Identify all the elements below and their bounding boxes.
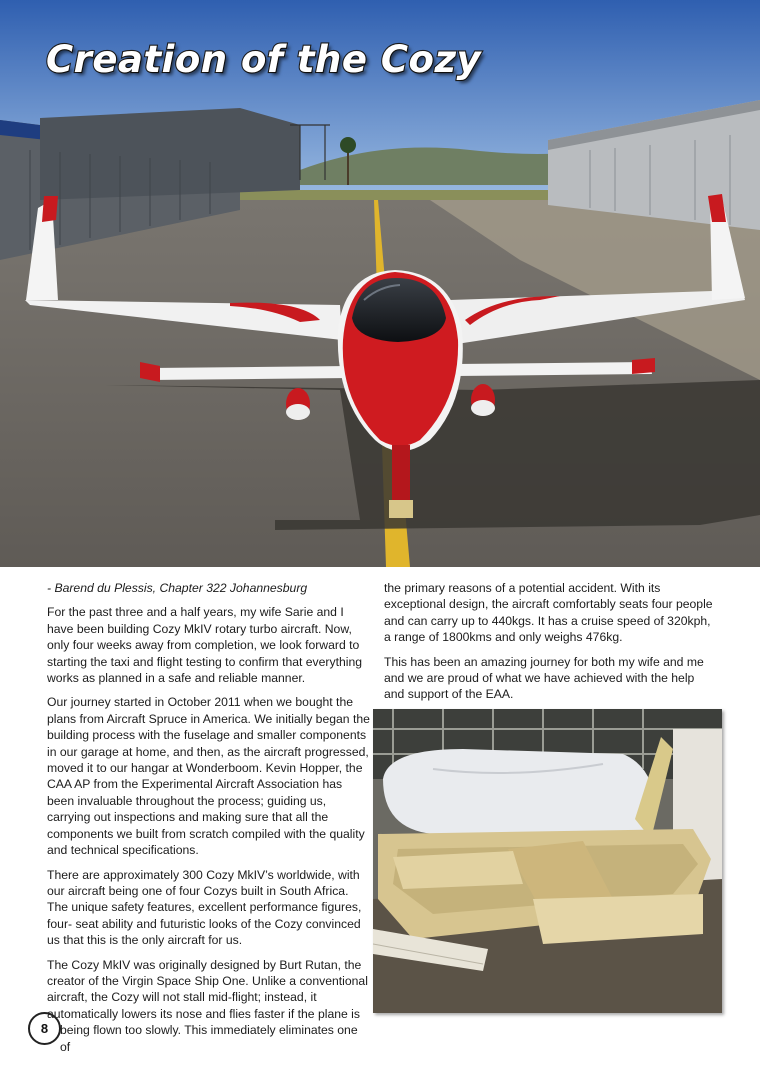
inset-photo bbox=[373, 709, 722, 1013]
paragraph: This has been an amazing journey for both my wife and me and we are proud of what we have achieved with the help and support of the EAA. bbox=[384, 654, 704, 702]
paragraph-text: The Cozy MkIV was originally designed by Burt Rutan, the creator of the Virgin Space Ship One. Unlike a conventional aircraft, the Cozy will not stall mid-flight; instead, it automatically lowers its nose and flies faster if the plane is bbox=[47, 957, 368, 1021]
paragraph bbox=[47, 957, 370, 1023]
paragraph: the primary reasons of a potential accident. With its exceptional design, the aircraft comfortably seats four people and can carry up to 440kgs. It has a cruise speed of 320kph, a range of 1800kms and only weighs 476kg. bbox=[384, 581, 713, 645]
page-title: Creation of the Cozy bbox=[46, 38, 482, 81]
paragraph: Our journey started in October 2011 when we bought the plans from Aircraft Spruce in America. We initially began the building process with the fuselage and smaller components in our garage at home, and then, as the aircraft progressed, moved it to our hangar at Wonderboom. Kevin Hopper, the CAA AP from the Experimental Aircraft Association has been invaluable throughout the process; guiding us, carrying out inspections and making sure that all the components we built from scratch compiled with the quality and technical specifications. bbox=[47, 695, 370, 858]
paragraph-continuation: being flown too slowly. This immediately eliminates one of bbox=[60, 1023, 358, 1054]
page-number: 8 bbox=[28, 1012, 61, 1045]
paragraph: For the past three and a half years, my wife Sarie and I have been building Cozy MkIV rotary turbo aircraft. Now, only four weeks away from completion, we look forward to starting the taxi and flight testing to confirm that everything works as planned in a safe and reliable manner. bbox=[47, 605, 363, 686]
right-column bbox=[384, 580, 714, 711]
left-column bbox=[47, 580, 370, 1063]
paragraph: There are approximately 300 Cozy MkIV’s worldwide, with our aircraft being one of four Cozys built in South Africa. The unique safety features, excellent performance figures, four- seat ability and futuristic looks of the Cozy convinced us that this is the only aircraft for us. bbox=[47, 867, 362, 948]
byline: - Barend du Plessis, Chapter 322 Johannesburg bbox=[47, 581, 308, 595]
